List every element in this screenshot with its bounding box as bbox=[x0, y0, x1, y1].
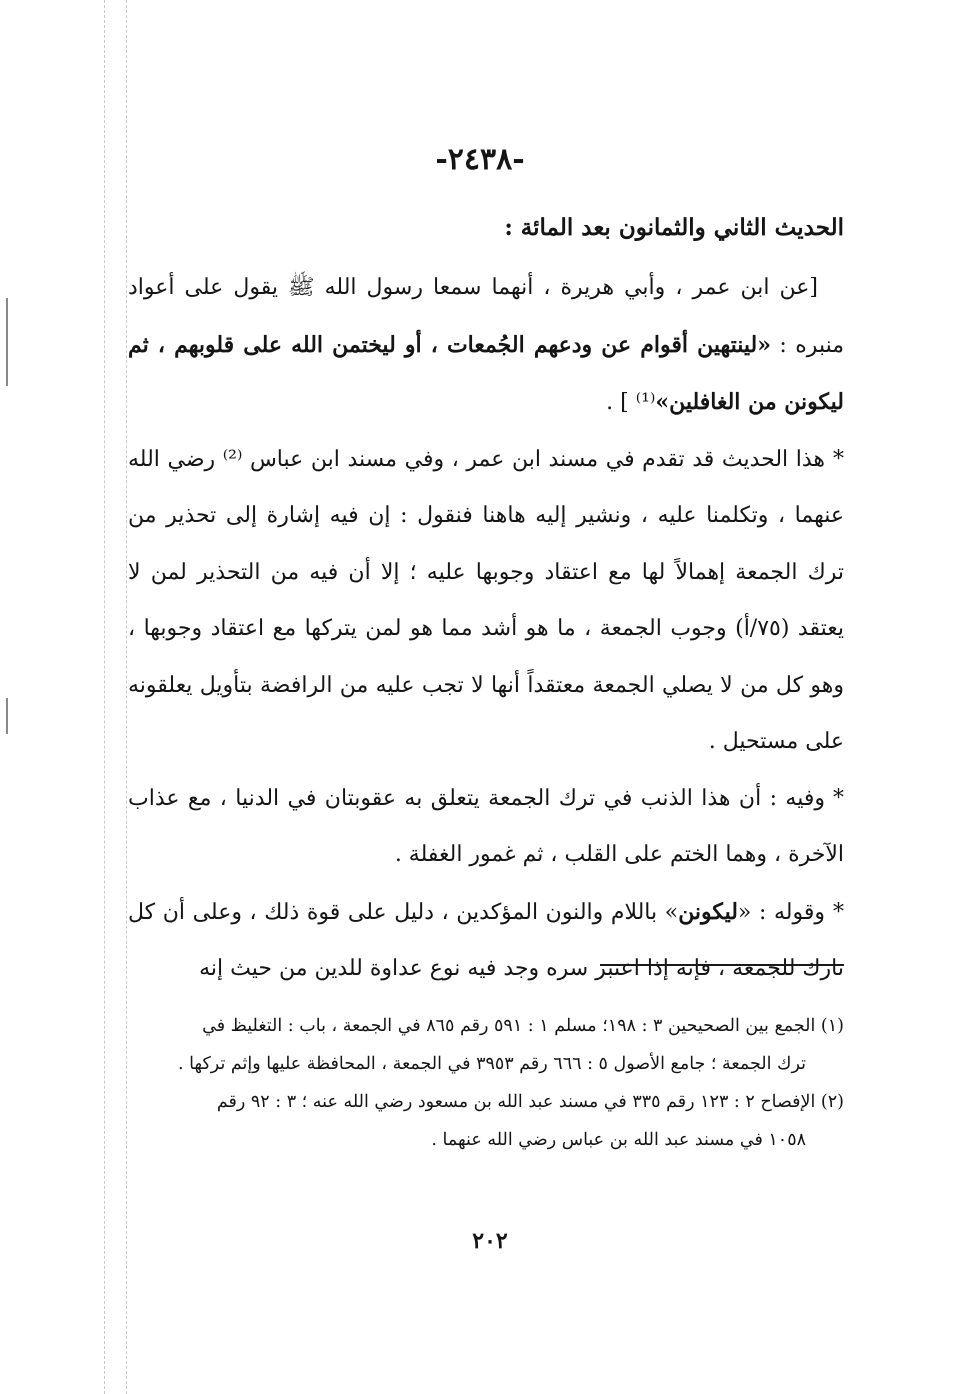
commentary-paragraph-2 bbox=[128, 771, 844, 884]
star-bullet-icon: * bbox=[832, 899, 844, 925]
page-top-number: -٢٤٣٨- bbox=[435, 142, 525, 177]
footnote-divider bbox=[600, 964, 844, 966]
hadith-footnote-ref: ⁽¹⁾ ] . bbox=[606, 390, 656, 415]
footnote-1-line-2: ترك الجمعة ؛ جامع الأصول ٥ : ٦٦٦ رقم ٣٩٥٣ في الجمعة ، المحافظة عليها وإثم تركها . bbox=[177, 1054, 806, 1074]
paragraph-text: وفيه : أن هذا الذنب في ترك الجمعة يتعلق به عقوبتان في الدنيا ، مع عذاب الآخرة ، وهما الختم على القلب ، ثم غمور الغفلة . bbox=[128, 785, 844, 867]
commentary-paragraph-1 bbox=[128, 432, 844, 771]
scan-edge-mark bbox=[6, 298, 8, 386]
scan-edge-mark bbox=[6, 698, 8, 734]
paragraph-text: هذا الحديث قد تقدم في مسند ابن عمر ، وفي مسند ابن عباس ⁽²⁾ رضي الله عنهما ، وتكلمنا عليه ، ونشير إليه هاهنا فنقول : إن فيه إشارة إلى تحذير من ترك الجمعة إهمالاً لها مع اعتقاد وجوبها عليه ؛ إلا أن فيه من التحذير لمن لا يعتقد (٧٥/أ) وجوب الجمعة ، ما هو أشد مما هو لمن يتركها مع اعتقاد وجوبها ، وهو كل من لا يصلي الجمعة معتقداً أنها لا تجب عليه من الرافضة بتأويل يعلقونه على مستحيل . bbox=[128, 446, 844, 754]
main-text bbox=[128, 200, 844, 998]
hadith-intro: [عن ابن عمر ، وأبي هريرة ، أنهما سمعا رسول الله ﷺ يقول على أعواد منبره : bbox=[128, 275, 845, 358]
hadith-heading: الحديث الثاني والثمانون بعد المائة : bbox=[504, 214, 844, 241]
scan-fold-line bbox=[104, 0, 105, 1394]
footnotes bbox=[128, 1008, 844, 1160]
star-bullet-icon: * bbox=[833, 446, 844, 472]
footnote-2-line-1: (٢) الإفصاح ٢ : ١٢٣ رقم ٣٣٥ في مسند عبد الله بن مسعود رضي الله عنه ؛ ٣ : ٩٢ رقم bbox=[216, 1092, 844, 1112]
footnote-2-line-2: ١٠٥٨ في مسند عبد الله بن عباس رضي الله عنهما . bbox=[431, 1130, 806, 1150]
commentary-paragraph-3 bbox=[128, 884, 844, 998]
hadith-quote: «لينتهين أقوام عن ودعهم الجُمعات ، أو ليختمن الله على قلوبهم ، ثم ليكونن من الغافلين» bbox=[128, 331, 844, 415]
scan-fold-line bbox=[126, 0, 127, 1394]
hadith-text bbox=[128, 260, 844, 432]
footnote-1-line-1: (١) الجمع بين الصحيحين ٣ : ١٩٨؛ مسلم ١ : ٥٩١ رقم ٨٦٥ في الجمعة ، باب : التغليظ في bbox=[202, 1016, 844, 1036]
star-bullet-icon: * bbox=[833, 785, 844, 811]
paragraph-text: » باللام والنون المؤكدين ، دليل على قوة ذلك ، وعلى أن كل تارك للجمعة ، فإنه إذا اعتبر سره وجد فيه نوع عداوة للدين من حيث إنه bbox=[128, 899, 844, 981]
emphasized-word: ليكونن bbox=[678, 898, 738, 925]
paragraph-text: وقوله : « bbox=[737, 899, 825, 925]
page-bottom-number: ٢٠٢ bbox=[472, 1228, 508, 1254]
